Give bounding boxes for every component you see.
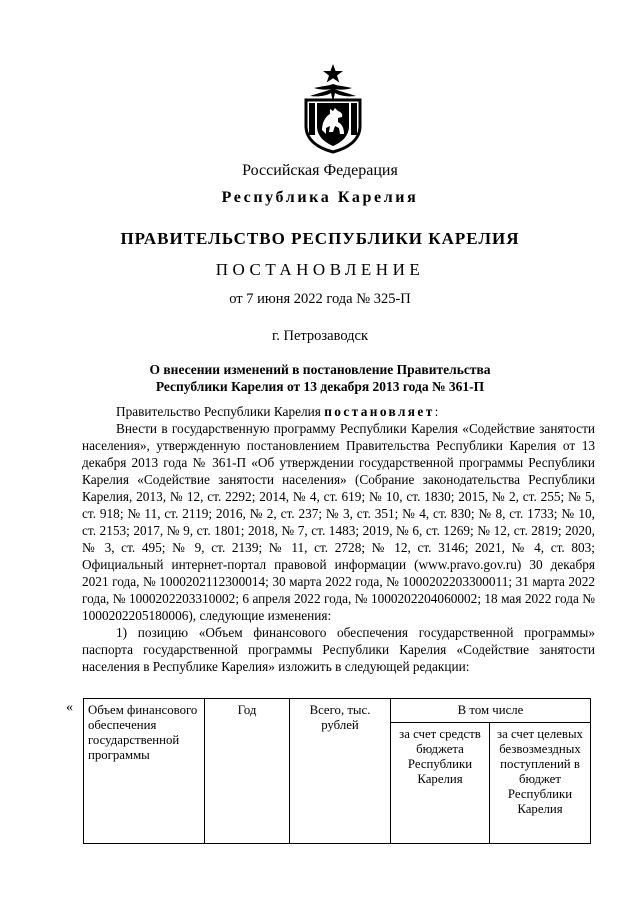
financing-table [83,698,591,844]
resolution-statement [82,403,595,420]
resolution-keyword: постановляет [324,404,435,419]
federation-heading: Российская Федерация [242,162,398,179]
opening-quote: « [66,700,73,715]
table-header-targeted-receipts: за счет целевых безвозмездных поступлений в бюджет Республики Карелия [490,723,591,844]
resolution-prefix: Правительство Республики Карелия [116,404,325,419]
resolution-suffix: : [434,404,439,419]
amendment-paragraph: Внести в государственную программу Республики Карелия «Содействие занятости населения», утвержденную постановлением Правительства Республики Карелия от 13 декабря 2013 года № 361-П «Об утверждении государственной программы Республики Карелия «Содействие занятости населения» (Собрание законодательства Республики Карелия, 2013, № 12, ст. 2292; 2014, № 4, ст. 619; № 10, ст. 1830; 2015, № 2, ст. 255; № 5, ст. 918; № 11, ст. 2119; 2016, № 2, ст. 237; № 3, ст. 351; № 4, ст. 830; № 8, ст. 1733; № 10, ст. 2153; 2017, № 9, ст. 1801; 2018, № 7, ст. 1483; 2019, № 6, ст. 1269; № 12, ст. 2819; 2020, № 3, ст. 495; № 9, ст. 2139; № 11, ст. 2728; № 12, ст. 3146; 2021, № 4, ст. 803; Официальный интернет-портал правовой информации (www.pravo.gov.ru) 30 декабря 2021 года, № 1000202112300014; 30 марта 2022 года, № 1000202203300011; 31 марта 2022 года, № 1000202203310002; 6 апреля 2022 года, № 1000202204060002; 18 мая 2022 года № 1000202205180006), следующие изменения: [82,421,595,623]
coat-of-arms-emblem [300,62,366,154]
table-header-financing: Объем финансового обеспечения государственной программы [84,699,205,844]
table-header-total: Всего, тыс. рублей [290,699,391,844]
document-type: ПОСТАНОВЛЕНИЕ [215,260,425,279]
item-1-paragraph: 1) позицию «Объем финансового обеспечения государственной программы» паспорта государственной программы Республики Карелия «Содействие занятости населения в Республике Карелия» изложить в следующей редакции: [82,625,595,674]
document-body [82,403,595,675]
table-header-regional-budget: за счет средств бюджета Республики Карелия [391,723,490,844]
document-title-line-2: Республики Карелия от 13 декабря 2013 года № 361-П [155,379,485,394]
city: г. Петрозаводск [271,328,369,344]
table-header-year: Год [205,699,290,844]
table-header-including: В том числе [391,699,591,723]
republic-heading: Республика Карелия [221,189,419,206]
document-title [0,361,640,395]
document-title-line-1: О внесении изменений в постановление Правительства [149,362,491,377]
date-and-number: от 7 июня 2022 года № 325-П [229,291,411,307]
government-heading: ПРАВИТЕЛЬСТВО РЕСПУБЛИКИ КАРЕЛИЯ [120,229,520,248]
